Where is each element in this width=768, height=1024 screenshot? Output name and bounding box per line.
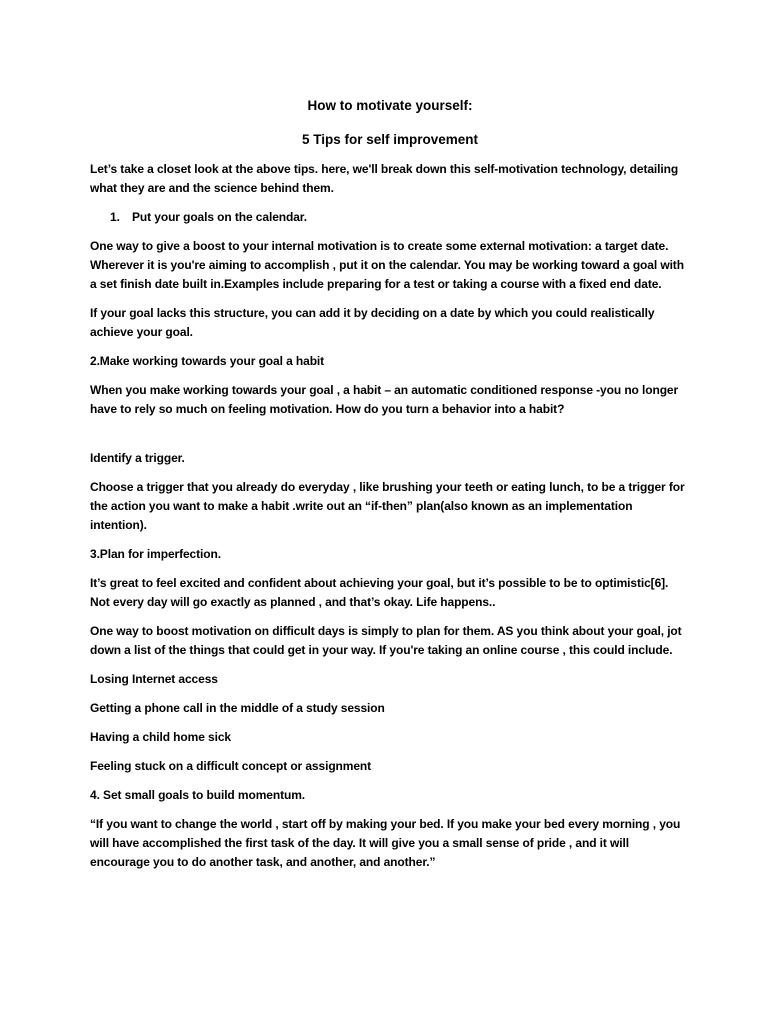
subheading-trigger: Identify a trigger.	[90, 451, 185, 465]
list-item-1-text: Put your goals on the calendar.	[132, 210, 307, 224]
paragraph-4: Choose a trigger that you already do everyday , like brushing your teeth or eating lunch, to be a trigger for the action you want to make a habit .write out an “if-then” plan(also known as an implementation intention).	[90, 480, 685, 532]
obstacle-item-3: Having a child home sick	[90, 730, 231, 744]
paragraph-3: When you make working towards your goal , a habit – an automatic conditioned response -you no longer have to rely so much on feeling motivation. How do you turn a behavior into a habit?	[90, 383, 679, 416]
quote-paragraph: “If you want to change the world , start off by making your bed. If you make your bed every morning , you will have accomplished the first task of the day. It will give you a small sense of pride , and it will encourage you to do another task, and another, and another.”	[90, 817, 681, 869]
heading-4: 4. Set small goals to build momentum.	[90, 788, 306, 802]
intro-paragraph: Let’s take a closet look at the above tips. here, we'll break down this self-motivation technology, detailing what they are and the science behind them.	[90, 162, 679, 195]
paragraph-1: One way to give a boost to your internal motivation is to create some external motivation: a target date. Wherever it is you're aiming to accomplish , put it on the calendar. You may be working toward a goal with a set finish date built in.Examples include preparing for a test or taking a course with a fixed end date.	[90, 239, 684, 291]
obstacle-item-2: Getting a phone call in the middle of a study session	[90, 701, 385, 715]
paragraph-6: One way to boost motivation on difficult days is simply to plan for them. AS you think about your goal, jot down a list of the things that could get in your way. If you're taking an online course , this could include.	[90, 624, 682, 657]
blank-line	[90, 429, 690, 449]
heading-2: 2.Make working towards your goal a habit	[90, 354, 325, 368]
heading-3: 3.Plan for imperfection.	[90, 547, 221, 561]
obstacle-item-1: Losing Internet access	[90, 672, 218, 686]
document-title: How to motivate yourself:	[307, 98, 473, 113]
paragraph-5: It’s great to feel excited and confident about achieving your goal, but it’s possible to be to optimistic[6]. Not every day will go exactly as planned , and that’s okay. Life happens..	[90, 576, 669, 609]
list-item-1	[90, 208, 690, 227]
list-item-1-number: 1.	[110, 210, 120, 224]
document-page	[90, 96, 690, 882]
obstacle-item-4: Feeling stuck on a difficult concept or assignment	[90, 759, 372, 773]
document-subtitle: 5 Tips for self improvement	[301, 132, 479, 147]
paragraph-2: If your goal lacks this structure, you can add it by deciding on a date by which you could realistically achieve your goal.	[90, 306, 655, 339]
